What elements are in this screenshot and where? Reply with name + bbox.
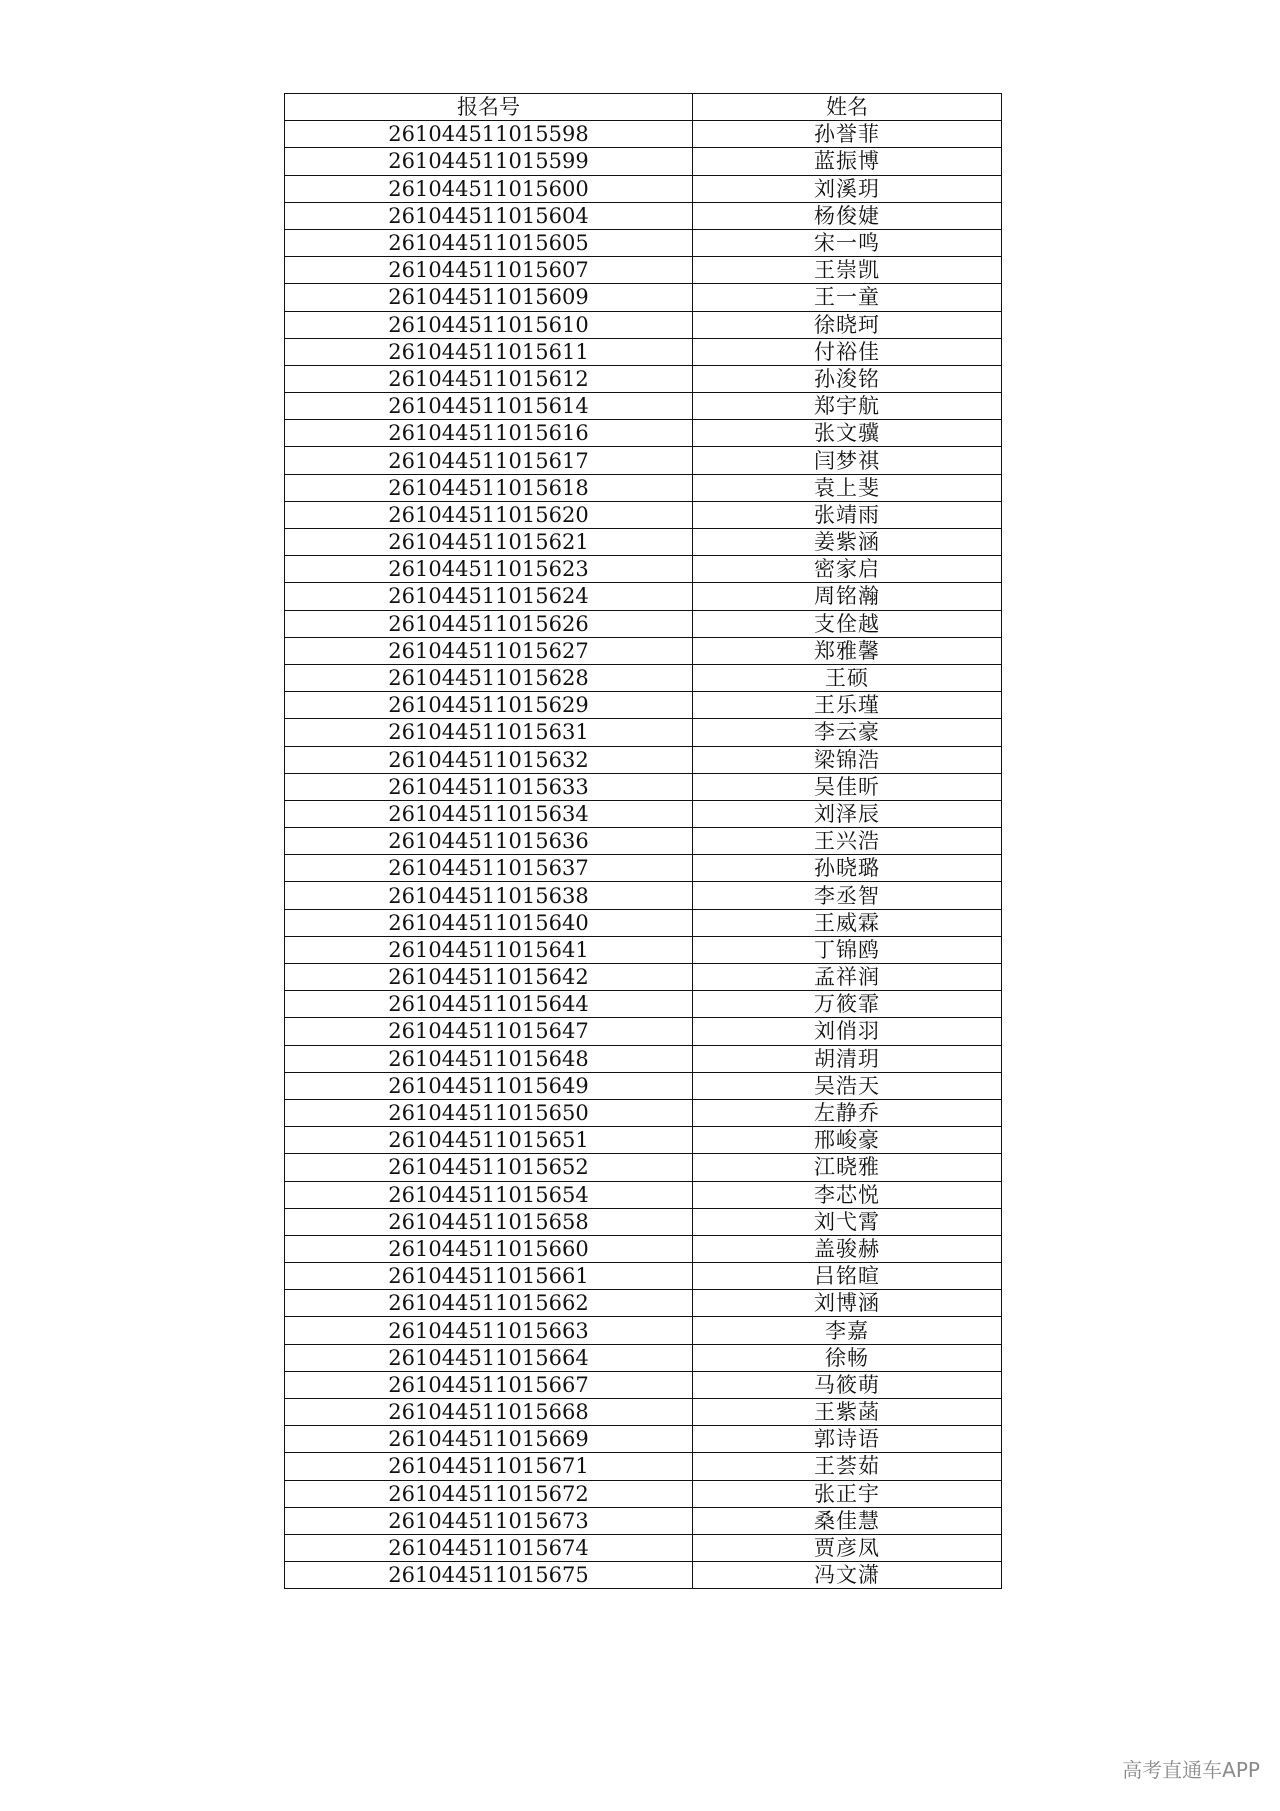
table-row <box>285 229 1002 256</box>
table-row <box>285 501 1002 528</box>
student-name-cell: 王荟茹 <box>693 1453 1002 1480</box>
student-name-cell: 王一童 <box>693 284 1002 311</box>
table-row <box>285 964 1002 991</box>
table-row <box>285 365 1002 392</box>
table-row <box>285 556 1002 583</box>
table-row <box>285 855 1002 882</box>
student-name-cell: 贾彦凤 <box>693 1534 1002 1561</box>
table-row <box>285 393 1002 420</box>
table-row <box>285 1371 1002 1398</box>
table-row <box>285 991 1002 1018</box>
table-row <box>285 121 1002 148</box>
table-row <box>285 1317 1002 1344</box>
student-name-cell: 孟祥润 <box>693 964 1002 991</box>
registration-number-cell: 261044511015620 <box>285 501 693 528</box>
registration-number-cell: 261044511015663 <box>285 1317 693 1344</box>
student-name-cell: 王乐瑾 <box>693 692 1002 719</box>
header-registration-number: 报名号 <box>285 94 693 121</box>
student-name-cell: 马筱萌 <box>693 1371 1002 1398</box>
student-name-cell: 支佺越 <box>693 610 1002 637</box>
table-row <box>285 1018 1002 1045</box>
table-row <box>285 637 1002 664</box>
registration-number-cell: 261044511015600 <box>285 175 693 202</box>
table-row <box>285 1480 1002 1507</box>
table-row <box>285 610 1002 637</box>
student-name-cell: 万筱霏 <box>693 991 1002 1018</box>
student-name-cell: 王威霖 <box>693 909 1002 936</box>
registration-number-cell: 261044511015658 <box>285 1208 693 1235</box>
table-row <box>285 1453 1002 1480</box>
table-row <box>285 692 1002 719</box>
student-name-cell: 张正宇 <box>693 1480 1002 1507</box>
registration-number-cell: 261044511015664 <box>285 1344 693 1371</box>
student-name-cell: 王硕 <box>693 664 1002 691</box>
registration-number-cell: 261044511015642 <box>285 964 693 991</box>
registration-number-cell: 261044511015629 <box>285 692 693 719</box>
registration-number-cell: 261044511015626 <box>285 610 693 637</box>
student-name-cell: 冯文潇 <box>693 1562 1002 1589</box>
table-row <box>285 257 1002 284</box>
table-row <box>285 1263 1002 1290</box>
registration-number-cell: 261044511015660 <box>285 1235 693 1262</box>
table-row <box>285 1344 1002 1371</box>
registration-number-cell: 261044511015667 <box>285 1371 693 1398</box>
student-name-cell: 周铭瀚 <box>693 583 1002 610</box>
table-row <box>285 1154 1002 1181</box>
table-body <box>285 121 1002 1589</box>
student-name-cell: 王紫菡 <box>693 1399 1002 1426</box>
registration-number-cell: 261044511015623 <box>285 556 693 583</box>
table-row <box>285 1235 1002 1262</box>
student-name-cell: 孙浚铭 <box>693 365 1002 392</box>
roster-table <box>284 93 1002 1589</box>
table-row <box>285 202 1002 229</box>
registration-number-cell: 261044511015636 <box>285 828 693 855</box>
table-row <box>285 1426 1002 1453</box>
student-name-cell: 李云豪 <box>693 719 1002 746</box>
registration-number-cell: 261044511015610 <box>285 311 693 338</box>
registration-number-cell: 261044511015609 <box>285 284 693 311</box>
registration-number-cell: 261044511015633 <box>285 773 693 800</box>
table-row <box>285 311 1002 338</box>
student-name-cell: 孙晓璐 <box>693 855 1002 882</box>
student-name-cell: 张文骥 <box>693 420 1002 447</box>
watermark-label: 高考直通车APP <box>1122 1758 1260 1782</box>
table-row <box>285 1290 1002 1317</box>
student-name-cell: 吴佳昕 <box>693 773 1002 800</box>
student-name-cell: 张靖雨 <box>693 501 1002 528</box>
registration-number-cell: 261044511015661 <box>285 1263 693 1290</box>
registration-number-cell: 261044511015599 <box>285 148 693 175</box>
table-row <box>285 338 1002 365</box>
student-name-cell: 李芯悦 <box>693 1181 1002 1208</box>
registration-number-cell: 261044511015616 <box>285 420 693 447</box>
registration-number-cell: 261044511015669 <box>285 1426 693 1453</box>
table-row <box>285 828 1002 855</box>
table-row <box>285 1127 1002 1154</box>
header-name: 姓名 <box>693 94 1002 121</box>
registration-number-cell: 261044511015675 <box>285 1562 693 1589</box>
registration-number-cell: 261044511015598 <box>285 121 693 148</box>
table-row <box>285 882 1002 909</box>
student-name-cell: 李丞智 <box>693 882 1002 909</box>
student-name-cell: 胡清玥 <box>693 1045 1002 1072</box>
student-name-cell: 左静乔 <box>693 1099 1002 1126</box>
student-name-cell: 徐晓珂 <box>693 311 1002 338</box>
table-row <box>285 1045 1002 1072</box>
table-row <box>285 1072 1002 1099</box>
table-row <box>285 1181 1002 1208</box>
student-name-cell: 杨俊婕 <box>693 202 1002 229</box>
registration-number-cell: 261044511015671 <box>285 1453 693 1480</box>
registration-number-cell: 261044511015662 <box>285 1290 693 1317</box>
table-row <box>285 1208 1002 1235</box>
student-name-cell: 姜紫涵 <box>693 529 1002 556</box>
student-name-cell: 桑佳慧 <box>693 1507 1002 1534</box>
registration-number-cell: 261044511015674 <box>285 1534 693 1561</box>
student-name-cell: 江晓雅 <box>693 1154 1002 1181</box>
registration-number-cell: 261044511015607 <box>285 257 693 284</box>
student-name-cell: 王崇凯 <box>693 257 1002 284</box>
registration-number-cell: 261044511015644 <box>285 991 693 1018</box>
registration-number-cell: 261044511015641 <box>285 936 693 963</box>
registration-number-cell: 261044511015640 <box>285 909 693 936</box>
table-row <box>285 664 1002 691</box>
registration-number-cell: 261044511015628 <box>285 664 693 691</box>
registration-number-cell: 261044511015654 <box>285 1181 693 1208</box>
student-name-cell: 孙誉菲 <box>693 121 1002 148</box>
table-row <box>285 909 1002 936</box>
registration-number-cell: 261044511015673 <box>285 1507 693 1534</box>
table-row <box>285 447 1002 474</box>
student-name-cell: 梁锦浩 <box>693 746 1002 773</box>
registration-number-cell: 261044511015618 <box>285 474 693 501</box>
registration-number-cell: 261044511015605 <box>285 229 693 256</box>
student-name-cell: 刘俏羽 <box>693 1018 1002 1045</box>
table-row <box>285 1399 1002 1426</box>
registration-number-cell: 261044511015614 <box>285 393 693 420</box>
student-name-cell: 王兴浩 <box>693 828 1002 855</box>
table-row <box>285 719 1002 746</box>
student-name-cell: 丁锦鸥 <box>693 936 1002 963</box>
registration-number-cell: 261044511015632 <box>285 746 693 773</box>
student-name-cell: 李嘉 <box>693 1317 1002 1344</box>
table-header <box>285 94 1002 121</box>
table-row <box>285 284 1002 311</box>
table-row <box>285 1099 1002 1126</box>
registration-number-cell: 261044511015651 <box>285 1127 693 1154</box>
registration-number-cell: 261044511015648 <box>285 1045 693 1072</box>
student-name-cell: 密家启 <box>693 556 1002 583</box>
registration-number-cell: 261044511015617 <box>285 447 693 474</box>
table-row <box>285 474 1002 501</box>
registration-number-cell: 261044511015634 <box>285 800 693 827</box>
table-row <box>285 800 1002 827</box>
table-row <box>285 1534 1002 1561</box>
student-name-cell: 宋一鸣 <box>693 229 1002 256</box>
table-row <box>285 175 1002 202</box>
student-name-cell: 吕铭暄 <box>693 1263 1002 1290</box>
registration-number-cell: 261044511015624 <box>285 583 693 610</box>
table-row <box>285 148 1002 175</box>
registration-number-cell: 261044511015627 <box>285 637 693 664</box>
table-row <box>285 420 1002 447</box>
registration-number-cell: 261044511015647 <box>285 1018 693 1045</box>
student-name-cell: 郑宇航 <box>693 393 1002 420</box>
student-name-cell: 付裕佳 <box>693 338 1002 365</box>
student-name-cell: 袁上斐 <box>693 474 1002 501</box>
student-name-cell: 郑雅馨 <box>693 637 1002 664</box>
student-name-cell: 刘泽辰 <box>693 800 1002 827</box>
student-name-cell: 闫梦祺 <box>693 447 1002 474</box>
registration-number-cell: 261044511015652 <box>285 1154 693 1181</box>
student-name-cell: 吴浩天 <box>693 1072 1002 1099</box>
header-row <box>285 94 1002 121</box>
table-row <box>285 746 1002 773</box>
registration-number-cell: 261044511015611 <box>285 338 693 365</box>
student-name-cell: 郭诗语 <box>693 1426 1002 1453</box>
student-name-cell: 刘溪玥 <box>693 175 1002 202</box>
student-name-cell: 徐畅 <box>693 1344 1002 1371</box>
table-row <box>285 1507 1002 1534</box>
registration-number-cell: 261044511015668 <box>285 1399 693 1426</box>
table-row <box>285 529 1002 556</box>
table-row <box>285 773 1002 800</box>
registration-number-cell: 261044511015631 <box>285 719 693 746</box>
registration-number-cell: 261044511015650 <box>285 1099 693 1126</box>
table-row <box>285 583 1002 610</box>
registration-number-cell: 261044511015672 <box>285 1480 693 1507</box>
registration-number-cell: 261044511015649 <box>285 1072 693 1099</box>
student-name-cell: 刘博涵 <box>693 1290 1002 1317</box>
table-row <box>285 1562 1002 1589</box>
student-name-cell: 盖骏赫 <box>693 1235 1002 1262</box>
registration-number-cell: 261044511015621 <box>285 529 693 556</box>
student-name-cell: 蓝振博 <box>693 148 1002 175</box>
student-name-cell: 刘弋霄 <box>693 1208 1002 1235</box>
student-name-cell: 邢峻豪 <box>693 1127 1002 1154</box>
registration-number-cell: 261044511015638 <box>285 882 693 909</box>
registration-number-cell: 261044511015637 <box>285 855 693 882</box>
table-row <box>285 936 1002 963</box>
registration-number-cell: 261044511015604 <box>285 202 693 229</box>
registration-number-cell: 261044511015612 <box>285 365 693 392</box>
